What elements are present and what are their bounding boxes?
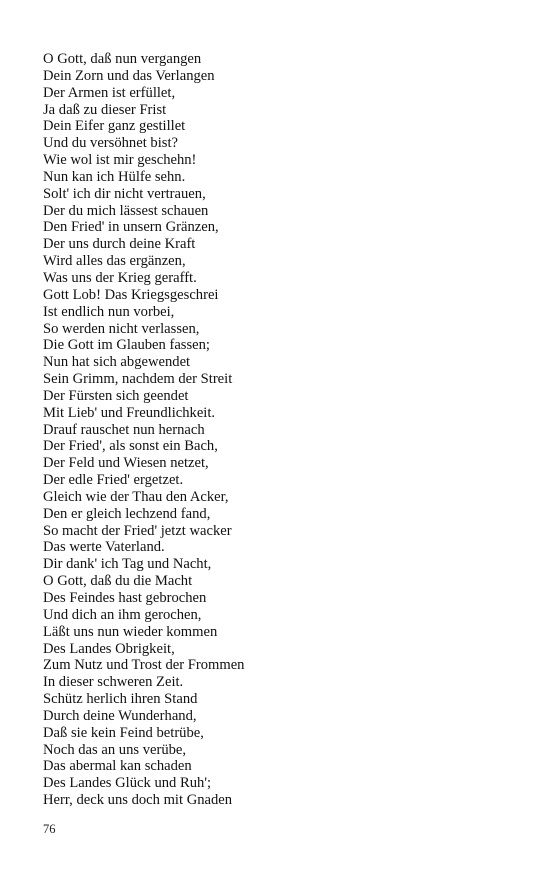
- poem-line: Nun kan ich Hülfe sehn.: [43, 168, 186, 185]
- poem-line: Läßt uns nun wieder kommen: [43, 623, 218, 640]
- poem-line: Der uns durch deine Kraft: [43, 236, 196, 253]
- poem-line: Gleich wie der Thau den Acker,: [43, 488, 229, 505]
- page-number: 76: [43, 822, 56, 836]
- poem-line: Der Feld und Wiesen netzet,: [43, 455, 209, 472]
- poem-line: O Gott, daß nun vergangen: [43, 51, 202, 67]
- poem-line: Der Fried', als sonst ein Bach,: [43, 438, 218, 455]
- poem-line: Des Feindes hast gebrochen: [43, 590, 207, 606]
- poem-line: Durch deine Wunderhand,: [43, 707, 197, 724]
- poem-line: Der Armen ist erfüllet,: [43, 84, 176, 101]
- poem-line: Noch das an uns verübe,: [43, 741, 187, 758]
- poem-line: Wie wol ist mir geschehn!: [43, 152, 197, 169]
- poem-line: Daß sie kein Feind betrübe,: [43, 724, 204, 741]
- poem-line: Mit Lieb' und Freundlichkeit.: [43, 404, 216, 421]
- poem-line: Solt' ich dir nicht vertrauen,: [43, 185, 206, 202]
- poem-line: Das werte Vaterland.: [43, 539, 165, 556]
- poem-line: Dein Eifer ganz gestillet: [43, 118, 186, 135]
- poem-line: Nun hat sich abgewendet: [43, 354, 191, 371]
- poem-line: Der Fürsten sich geendet: [43, 387, 189, 404]
- poem-line: Dein Zorn und das Verlangen: [43, 67, 215, 84]
- poem-line: Und dich an ihm gerochen,: [43, 606, 202, 623]
- poem-line: Dir dank' ich Tag und Nacht,: [43, 556, 212, 573]
- poem-line: Des Landes Glück und Ruh';: [43, 775, 211, 792]
- poem-line: Was uns der Krieg gerafft.: [43, 269, 197, 286]
- poem-line: Des Landes Obrigkeit,: [43, 640, 175, 657]
- poem-line: Zum Nutz und Trost der Frommen: [43, 657, 245, 674]
- poem-line: So werden nicht verlassen,: [43, 320, 200, 337]
- poem-line: Der du mich lässest schauen: [43, 202, 209, 219]
- poem-line: O Gott, daß du die Macht: [43, 573, 193, 590]
- poem-line: Drauf rauschet nun hernach: [43, 421, 205, 438]
- poem-line: Ja daß zu dieser Frist: [43, 101, 167, 118]
- poem-line: Den Fried' in unsern Gränzen,: [43, 219, 219, 236]
- poem-line: In dieser schweren Zeit.: [43, 674, 184, 691]
- poem-line: Schütz herlich ihren Stand: [43, 691, 198, 708]
- poem-line: Die Gott im Glauben fassen;: [43, 337, 210, 354]
- poem-line: Herr, deck uns doch mit Gnaden: [43, 792, 233, 809]
- poem-line: Gott Lob! Das Kriegsgeschrei: [43, 286, 219, 303]
- poem-line: Das abermal kan schaden: [43, 758, 192, 775]
- poem-line: Sein Grimm, nachdem der Streit: [43, 371, 233, 388]
- poem-line: Wird alles das ergänzen,: [43, 253, 186, 270]
- poem-line: Der edle Fried' ergetzet.: [43, 472, 184, 489]
- poem-line: Den er gleich lechzend fand,: [43, 505, 211, 522]
- poem-line: Und du versöhnet bist?: [43, 135, 178, 152]
- poem-line: Ist endlich nun vorbei,: [43, 303, 175, 320]
- poem-text: [43, 51, 244, 809]
- poem-line: So macht der Fried' jetzt wacker: [43, 522, 232, 539]
